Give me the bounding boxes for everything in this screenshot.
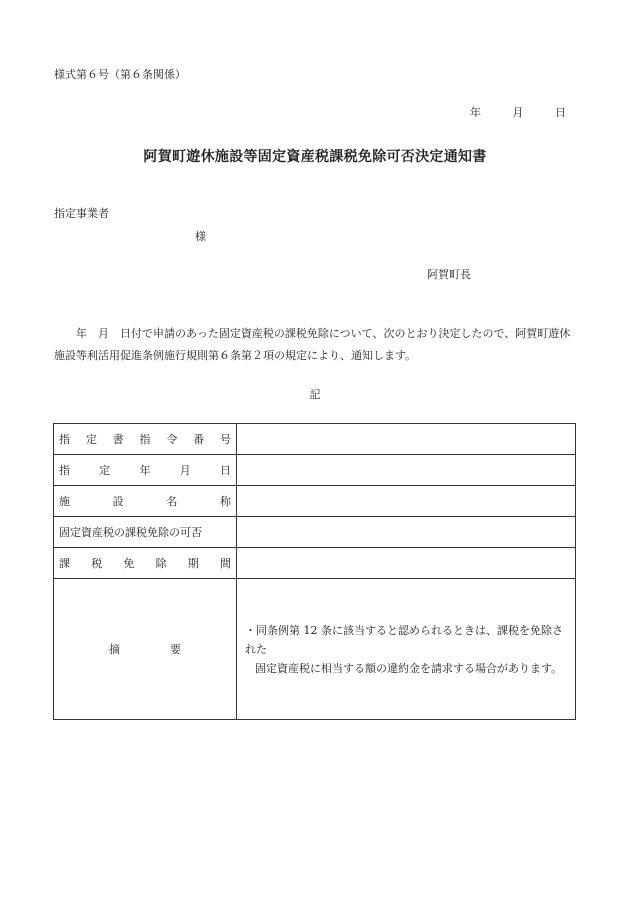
row-value-facility-name[interactable] bbox=[237, 486, 576, 517]
row-label-facility-name: 施 設 名 称 bbox=[54, 486, 237, 517]
remarks-line-1: ・同条例第 12 条に該当すると認められるときは、課税を免除された bbox=[245, 623, 563, 656]
table-row bbox=[54, 424, 576, 455]
table-row bbox=[54, 579, 576, 720]
row-value-designation-date[interactable] bbox=[237, 455, 576, 486]
row-label-designation-date: 指 定 年 月 日 bbox=[54, 455, 237, 486]
row-label-exemption-decision: 固定資産税の課税免除の可否 bbox=[54, 517, 237, 548]
date-day: 日 bbox=[555, 106, 566, 119]
issuer: 阿賀町長 bbox=[427, 268, 471, 281]
form-number: 様式第６号（第６条関係） bbox=[54, 68, 186, 81]
ki-heading: 記 bbox=[309, 388, 321, 401]
table-row bbox=[54, 548, 576, 579]
row-label-designation-number: 指 定 書 指 令 番 号 bbox=[54, 424, 237, 455]
row-label-remarks: 摘 要 bbox=[54, 579, 237, 720]
row-label-exemption-period: 課 税 免 除 期 間 bbox=[54, 548, 237, 579]
addressee-label: 指定事業者 bbox=[54, 207, 109, 220]
row-value-designation-number[interactable] bbox=[237, 424, 576, 455]
table-row bbox=[54, 455, 576, 486]
body-text: 年 月 日付で申請のあった固定資産税の課税免除について、次のとおり決定したので、阿賀町遊休施設等利活用促進条例施行規則第６条第２項の規定により、通知します。 bbox=[54, 327, 571, 362]
row-value-exemption-period[interactable] bbox=[237, 548, 576, 579]
date-month: 月 bbox=[512, 106, 524, 119]
table-row bbox=[54, 486, 576, 517]
decision-table bbox=[53, 423, 576, 720]
table-row bbox=[54, 517, 576, 548]
document-title: 阿賀町遊休施設等固定資産税課税免除可否決定通知書 bbox=[143, 149, 487, 165]
row-value-remarks bbox=[237, 579, 576, 720]
date-line bbox=[470, 104, 566, 120]
remarks-line-2: 固定資産税に相当する額の違約金を請求する場合があります。 bbox=[255, 661, 563, 675]
date-year: 年 bbox=[470, 106, 481, 119]
row-value-exemption-decision[interactable] bbox=[237, 517, 576, 548]
honorific: 様 bbox=[195, 230, 206, 243]
